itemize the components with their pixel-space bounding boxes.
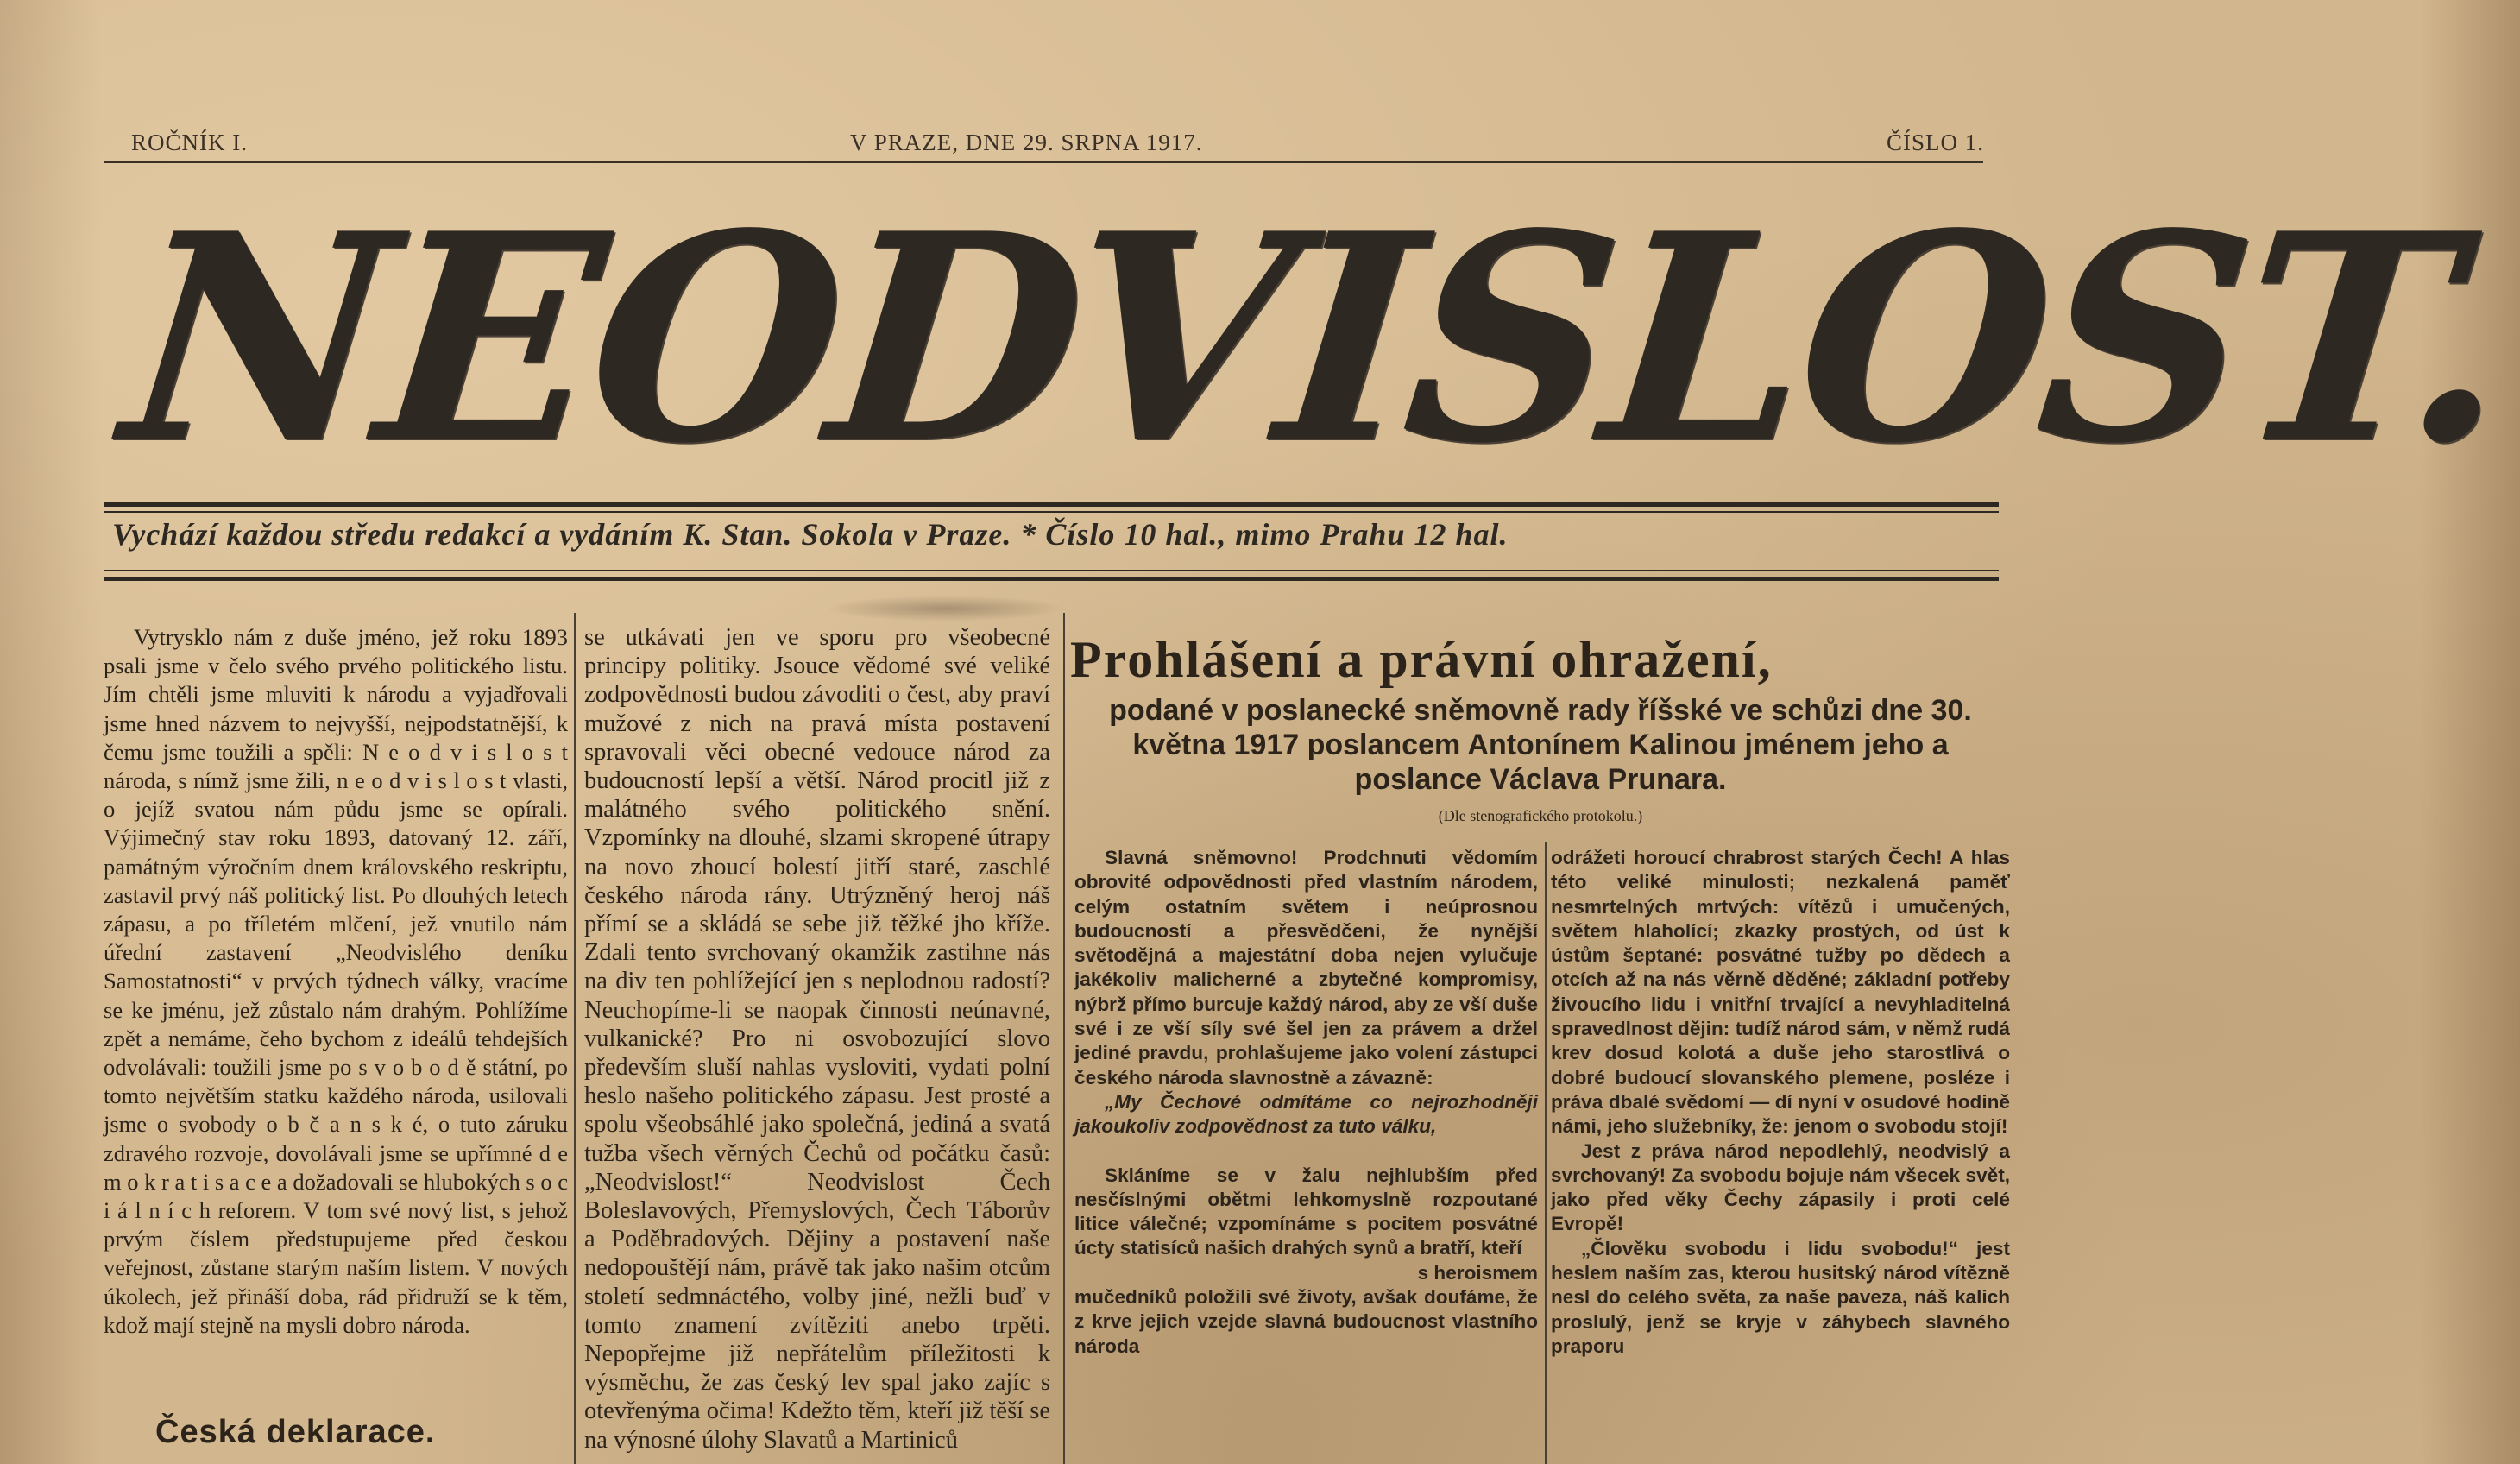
- paragraph-gap: [1074, 1139, 1538, 1164]
- declaration-column-right: [1551, 846, 2010, 1359]
- column-divider-2: [1063, 613, 1065, 1464]
- article-deck: podané v poslanecké sněmovně rady říšské ve schůzi dne 30. května 1917 poslancem Antonínem Kalinou jménem jeho a poslance Václava Prunara.: [1109, 694, 1972, 796]
- declaration-paragraph: Jest z práva národ nepodlehlý, neodvislý a svrchovaný! Za svobodu bojuje nám všecek svět, jako před věky Čechy zápasily i proti celé Evropě!: [1551, 1139, 2010, 1235]
- article-source-note: (Dle stenografického protokolu.): [1438, 807, 1643, 824]
- masthead-rule-thick-bottom: [104, 577, 1999, 581]
- masthead-rule-thin-bottom: [104, 570, 1999, 571]
- editorial-continuation: se utkávati jen ve sporu pro všeobecné principy politiky. Jsouce vědomé své veliké zodpovědnosti budou závoditi o čest, aby praví mužové z nich na pravá místa postavení spravovali věci obecné vedouce národ za budoucností lepší a větší. Národ procitl již z malátného svého politického snění. Vzpomínky na dlouhé, slzami skropené útrapy na novo zhoucí bolestí jitří staré, zaschlé českého národa rány. Utrýzněný heroj náš přímí se a skládá se sebe již těžké jho kříže. Zdali tento svrchovaný okamžik zastihne nás na div ten pohlížející jen s neplodnou radostí? Neuchopíme-li se naopak činnosti neúnavné, vulkanické? Pro ni osvobozující slovo především sluší nahlas vysloviti, vydati polní heslo našeho politického zápasu. Jest prosté a spolu všeobsáhlé jako společná, jediná a svatá tužba všech věrných Čechů od počátku časů: „Neodvislost!“ Neodvislost Čech Boleslavových, Přemyslových, Čech Táborův a Poděbradových. Dějiny a postavení naše nedopouštějí nám, právě tak jako našim otcům století sedmnáctého, volby jiné, nežli buď v tomto znamení zvítěziti anebo trpěti. Nepopřejme již nepřátelům příležitosti k výsměchu, že zas český lev spal jako zajíc s otevřenýma očima! Kdežto těm, kteří již těší se na výnosné úlohy Slavatů a Martiniců: [584, 624, 1050, 1454]
- declaration-fragment: s heroismem: [1417, 1261, 1538, 1284]
- declaration-paragraph: Slavná sněmovno! Prodchnuti vědomím obrovité odpovědnosti před vlastním národem, celým ostatním světem i neúprosnou budoucností a přesvědčeni, že nynější světodějná a majestátní doba nejen vylučuje jakékoliv malicherné a zbytečné kompromisy, nýbrž přímo burcuje každý národ, aby ze vší duše své i ze vší síly své šel jen za právem a držel jediné pravdu, prohlašujeme jako volení zástupci českého národa slavnostně a závazně:: [1074, 847, 1538, 1089]
- declaration-column-left: [1074, 846, 1538, 1359]
- declaration-paragraph: Skláníme se v žalu nejhlubším před nesčíslnými obětmi lehkomyslně rozpoutané litice válečné; vzpomínáme s pocitem posvátné úcty statisíců našich drahých synů a bratří, kteří: [1074, 1164, 1538, 1259]
- masthead-rule-thin-top: [104, 511, 1999, 513]
- issue-number: ČÍSLO 1.: [1886, 129, 1984, 155]
- publication-subline: Vychází každou středu redakcí a vydáním K. Stan. Sokola v Praze. * Číslo 10 hal., mimo Prahu 12 hal.: [112, 517, 1509, 552]
- ink-smudge: [824, 596, 1066, 622]
- masthead-title: NEODVISLOST.: [111, 171, 2520, 506]
- column-divider-3: [1545, 842, 1547, 1464]
- column-divider-1: [574, 613, 576, 1464]
- header-rule: [104, 161, 1983, 163]
- declaration-paragraph: mučedníků položili své životy, avšak doufáme, že z krve jejich vzejde slavná budoucnost vlastního národa: [1074, 1286, 1538, 1357]
- editorial-column-continued: [584, 623, 1050, 1455]
- section-heading-ceska-deklarace: Česká deklarace.: [155, 1414, 436, 1450]
- declaration-paragraph: odrážeti horoucí chrabrost starých Čech! A hlas této veliké minulosti; nezkalená paměť nesmrtelných mrtvých: vítězů i umučených, světem hlaholící; zkazky prostých, od úst k ústům šeptané: posvátné tužby po dědech a otcích až na nás věrně děděné; základní potřeby živoucího lidu i vnitřní trvající a nevyhladitelná spravedlnost dějin: tudíž národ sám, v němž rudá krev dosud kolotá a duše jeho starostlivá o dobré budoucí slovanského plemene, posléze i práva dbalé svědomí — dí nyní v osudové hodině námi, jeho služebníky, že: jenom o svobodu stojí!: [1551, 847, 2010, 1138]
- volume-label: ROČNÍK I.: [131, 129, 248, 155]
- article-headline: Prohlášení a právní ohražení,: [1070, 631, 1773, 688]
- masthead-rule-thick-top: [104, 502, 1999, 507]
- editorial-paragraph: Vytrysklo nám z duše jméno, jež roku 1893 psali jsme v čelo svého prvého politického listu. Jím chtěli jsme mluviti k národu a vyjadřovali jsme hned názvem to nejvyšší, nejpodstatnější, k čemu jsme toužili a spěli: N e o d v i s l o s t národa, s nímž jsme žili, n e o d v i s l o s t vlasti, o jejíž svatou nám půdu jsme se opírali. Výjimečný stav roku 1893, datovaný 12. září, památným výročním dnem královského reskriptu, zastavil prvý náš politický list. Po dlouhých letech zápasu, a po tříletém mlčení, jež vnutilo nám úřední zastavení „Neodvislého deníku Samostatnosti“ v prvých týdnech války, vracíme se ke jménu, jež zůstalo nám drahým. Pohlížíme zpět a nemáme, čeho bychom z ideálů tehdejších odvolávali: toužili jsme po s v o b o d ě státní, po tomto největším statku každého národa, usilovali jsme o svobody o b č a n s k é, o tuto záruku zdravého rozvoje, dovolávali jsme se upřímné d e m o k r a t i s a c e a dožadovali se hlubokých s o c i á l n í c h reforem. V tom své nový list, s jehož prvým číslem předstupujeme před českou veřejnost, zůstane starým naším listem. V nových úkolech, jež přináší doba, rád přidruží se k těm, kdož mají stejně na mysli dobro národa.: [104, 624, 568, 1338]
- declaration-quote: „My Čechové odmítáme co nejrozhodněji jakoukoliv zodpovědnost za tuto válku,: [1074, 1090, 1538, 1138]
- dateline: V PRAZE, DNE 29. SRPNA 1917.: [850, 129, 1203, 155]
- editorial-column: [104, 623, 568, 1340]
- declaration-paragraph: „Člověku svobodu i lidu svobodu!“ jest heslem naším zas, kterou husitský národ vítězně nesl do celého světa, za naše paveza, náš kalich proslulý, jenž se kryje v záhybech slavného praporu: [1551, 1237, 2010, 1357]
